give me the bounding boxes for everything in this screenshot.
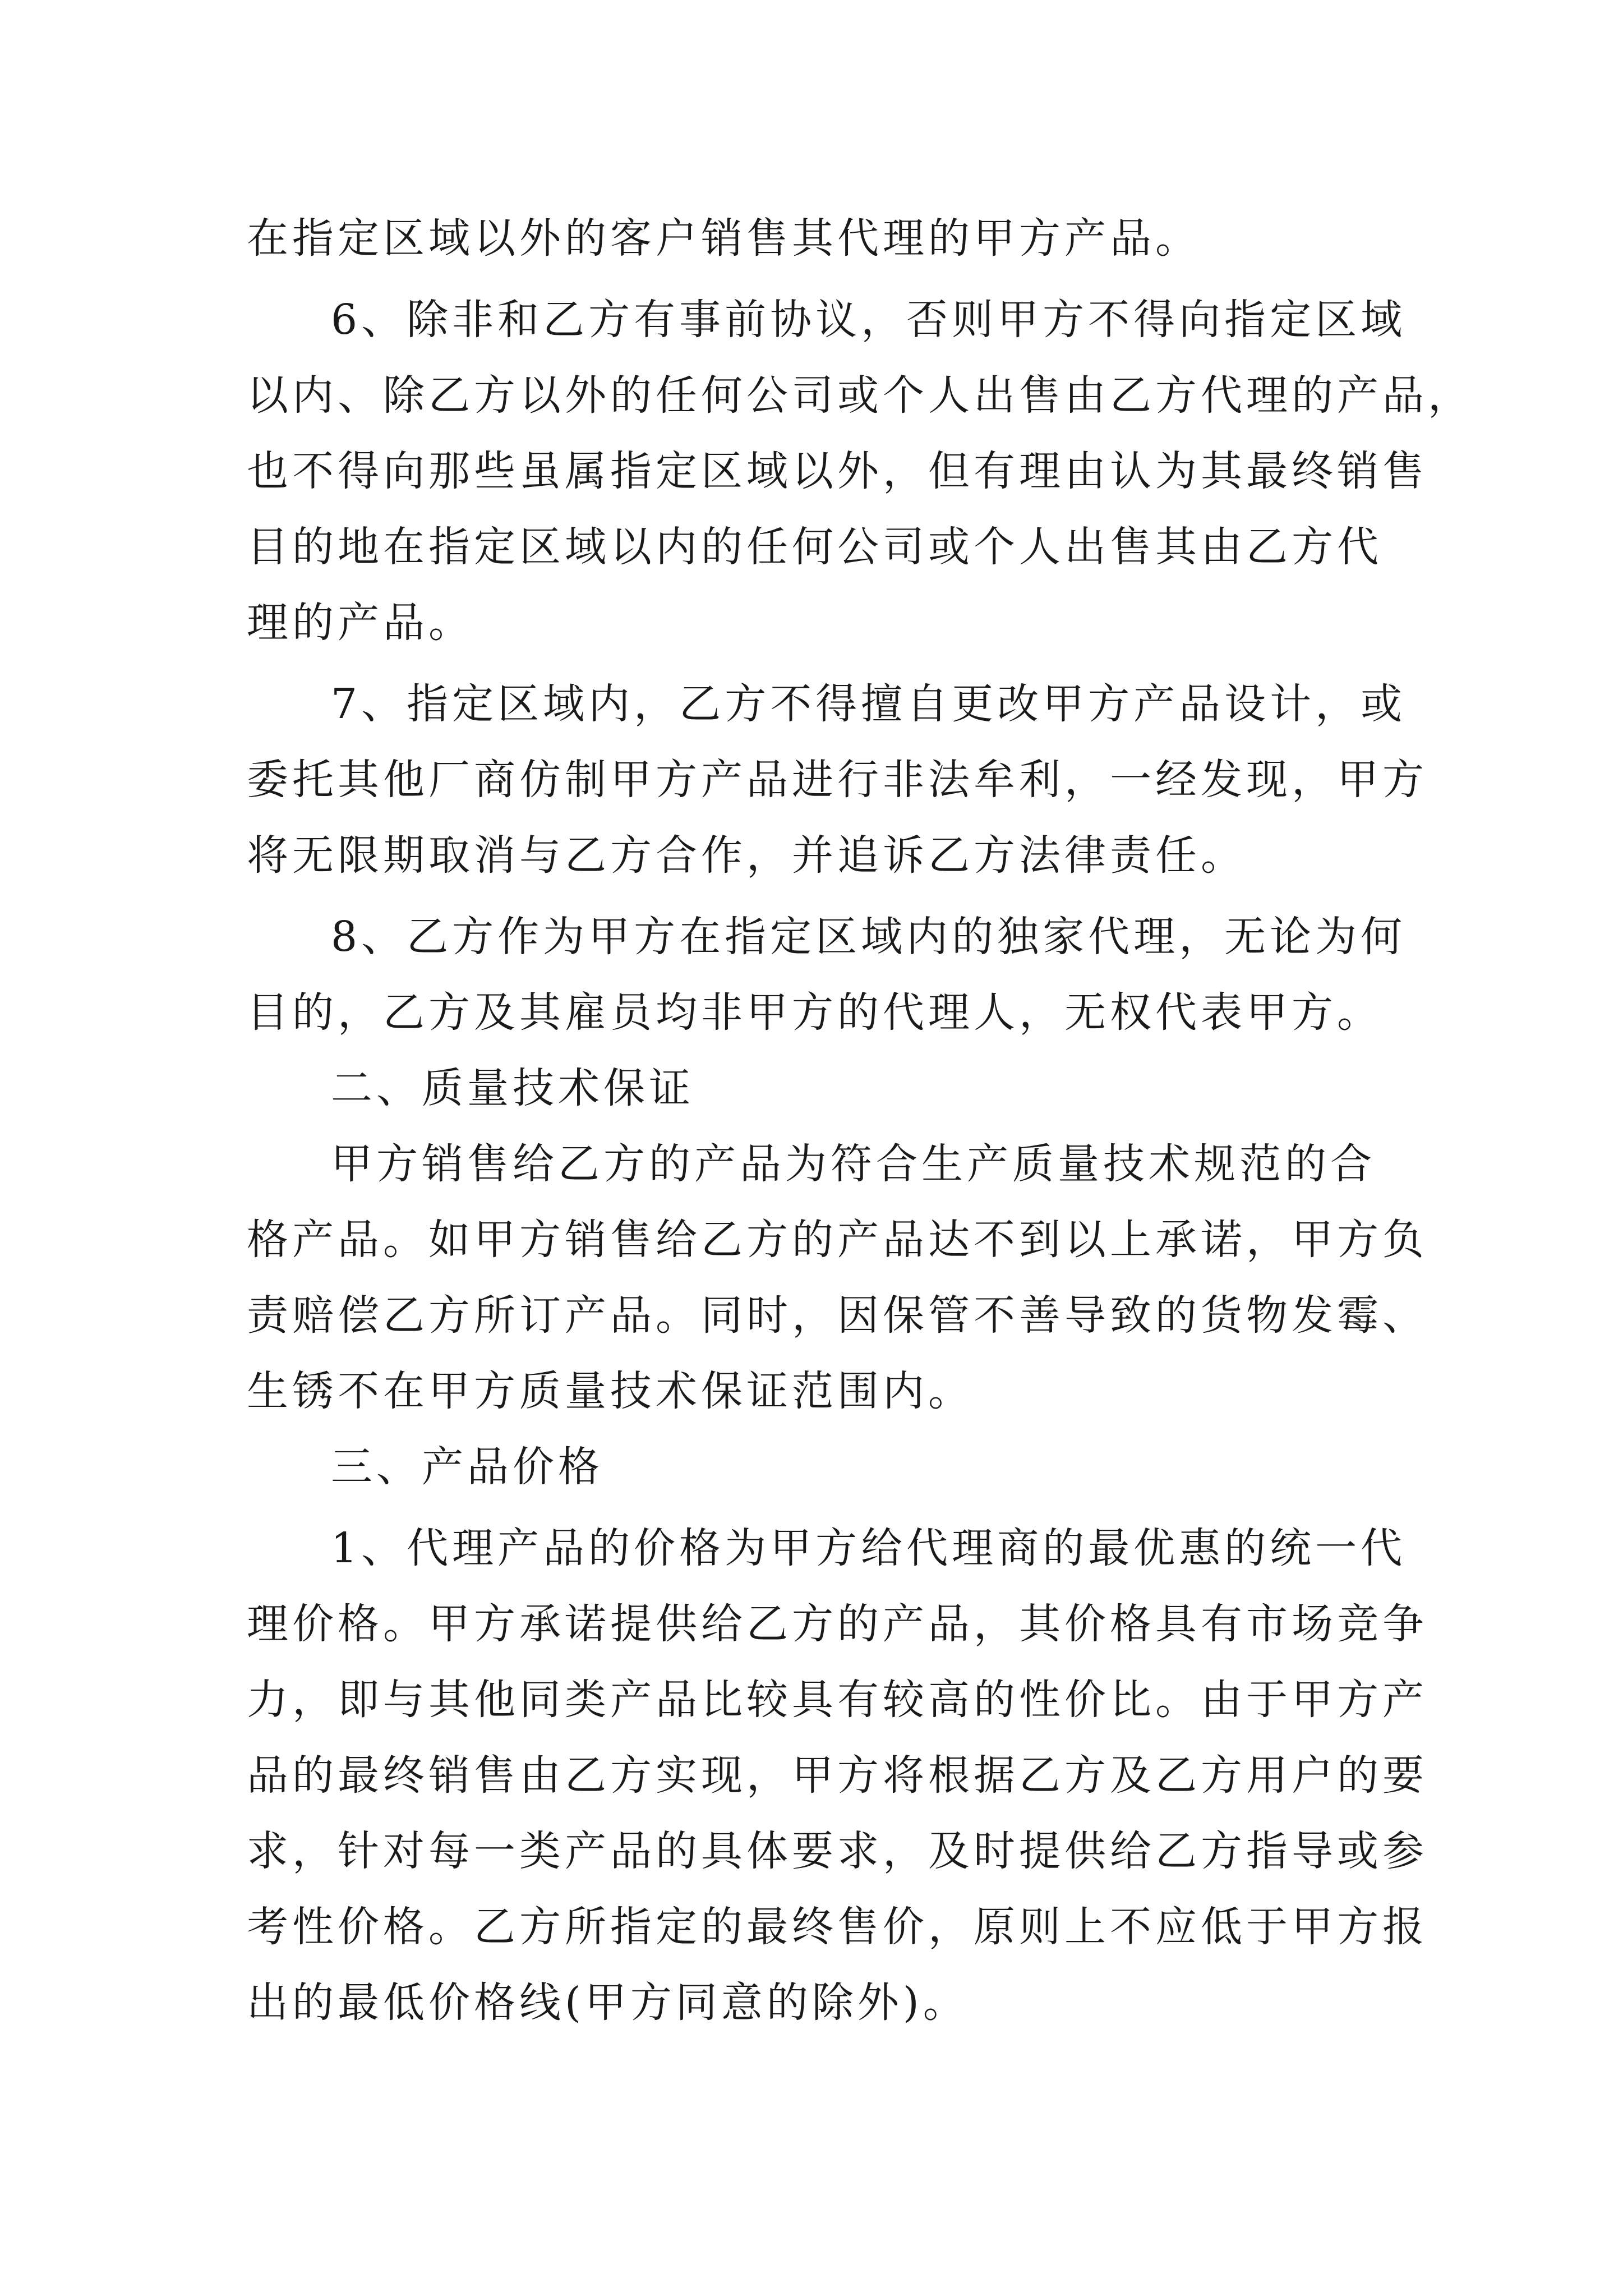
text-line: 生锈不在甲方质量技术保证范围内。 xyxy=(247,1367,974,1415)
text-line: 1、代理产品的价格为甲方给代理商的最优惠的统一代 xyxy=(331,1524,1407,1572)
text-line: 也不得向那些虽属指定区域以外，但有理由认为其最终销售 xyxy=(247,447,1428,495)
text-line: 委托其他厂商仿制甲方产品进行非法牟利，一经发现，甲方 xyxy=(247,756,1428,804)
section-heading: 三、产品价格 xyxy=(331,1443,603,1491)
text-line: 考性价格。乙方所指定的最终售价，原则上不应低于甲方报 xyxy=(247,1903,1428,1951)
text-line: 目的地在指定区域以内的任何公司或个人出售其由乙方代 xyxy=(247,523,1382,571)
text-line: 将无限期取消与乙方合作，并追诉乙方法律责任。 xyxy=(247,831,1246,880)
text-line: 甲方销售给乙方的产品为符合生产质量技术规范的合 xyxy=(331,1140,1376,1188)
text-line: 出的最低价格线(甲方同意的除外)。 xyxy=(247,1978,969,2027)
text-line: 责赔偿乙方所订产品。同时，因保管不善导致的货物发霉、 xyxy=(247,1291,1428,1340)
text-line: 以内、除乙方以外的任何公司或个人出售由乙方代理的产品， xyxy=(247,371,1473,420)
text-line: 品的最终销售由乙方实现，甲方将根据乙方及乙方用户的要 xyxy=(247,1751,1428,1800)
text-line: 在指定区域以外的客户销售其代理的甲方产品。 xyxy=(247,214,1201,263)
text-line: 格产品。如甲方销售给乙方的产品达不到以上承诺，甲方负 xyxy=(247,1216,1428,1264)
text-line: 8、乙方作为甲方在指定区域内的独家代理，无论为何 xyxy=(331,913,1407,961)
section-heading: 二、质量技术保证 xyxy=(331,1064,694,1112)
text-line: 7、指定区域内，乙方不得擅自更改甲方产品设计，或 xyxy=(331,680,1407,728)
text-line: 6、除非和乙方有事前协议，否则甲方不得向指定区域 xyxy=(331,296,1407,344)
text-line: 理的产品。 xyxy=(247,599,474,647)
text-line: 理价格。甲方承诺提供给乙方的产品，其价格具有市场竞争 xyxy=(247,1600,1428,1648)
text-line: 目的，乙方及其雇员均非甲方的代理人，无权代表甲方。 xyxy=(247,988,1382,1037)
text-line: 求，针对每一类产品的具体要求，及时提供给乙方指导或参 xyxy=(247,1827,1428,1875)
text-line: 力，即与其他同类产品比较具有较高的性价比。由于甲方产 xyxy=(247,1676,1428,1724)
